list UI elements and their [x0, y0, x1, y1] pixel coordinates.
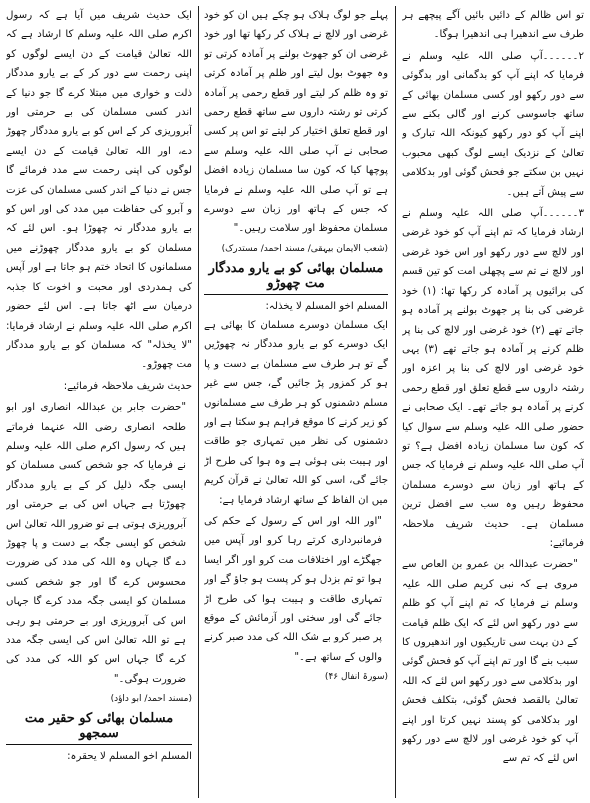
paragraph: ۳۔۔۔۔۔۔آپ صلی اللہ علیہ وسلم نے ارشاد فرمایا کہ تم اپنے آپ کو خود غرضی اور لالچ سے دور رکھو اور اس خود غرضی اور لالچ نے تم سے پچھلی امت کو تین قسم کی برائیوں پر آمادہ کر رکھا تھا: (۱) خود غرضی کی بنا پر جھوٹ بولنے پر آمادہ ہو جاتے تھے (۲) خود غرضی اور لالچ کی بنا پر ظلم کرنے پر آمادہ ہو جاتے تھے (۳) یہی خود غرضی اور لالچ کی بنا پر اعزہ اور رشتہ داروں سے قطع تعلق اور قطع رحمی کرنے پر آمادہ ہو جاتے تھے۔ ایک صحابی نے حضور صلی اللہ علیہ وسلم سے سوال کیا کہ کون سا مسلمان زیادہ افضل ہے؟ تو آپ صلی اللہ علیہ وسلم نے فرمایا کہ جس کے ہاتھ اور زبان سے دوسرے مسلمان محفوظ رہیں وہ سب سے افضل ترین مسلمان ہے۔ حدیث شریف ملاحظہ فرمائیے: — [402, 208, 584, 549]
paragraph: ایک حدیث شریف میں آیا ہے کہ رسول اکرم صلی اللہ علیہ وسلم کا ارشاد ہے کہ اللہ تعالیٰ قیامت کے دن ایسے لوگوں کو اپنی رحمت سے دور کر کے بے یارو مددگار ذلت و خواری میں مبتلا کرے گا جو دنیا کے اندر کسی مسلمان کی بے حرمتی اور آبروریزی کر کے اس کو بے یارو مددگار چھوڑ دے، اور اللہ تعالیٰ قیامت کے دن ایسے لوگوں کی اپنی رحمت سے مدد فرمائے گا جس نے دنیا کے اندر کسی مسلمان کی عزت و آبرو کی حفاظت میں مدد کی اور اس کو بے یارو مددگار نہ چھوڑا ہو۔ اس لئے کہ مسلمان کو بے یارو مددگار چھوڑنے میں مسلمانوں کا اتحاد ختم ہو جاتا ہے اور آپس کی ہمدردی اور محبت و اخوت کا جذبہ درمیان سے اٹھ جاتا ہے۔ اس لئے حضور اکرم صلی اللہ علیہ وسلم نے ارشاد فرمایا: "لا یخذلہ" کہ مسلمان کو بے یارو مددگار مت چھوڑو۔ — [6, 10, 192, 371]
quran-quote: "اور اللہ اور اس کے رسول کے حکم کی فرمانبرداری کرتے رہا کرو اور آپس میں جھگڑے اور اختلافات مت کرو اور اگر ایسا ہوا تو تم بزدل ہو کر پست ہو جاؤ گے اور تمہاری طاقت و ہیبت ہوا کی طرح اڑ جائے گی اور سختی اور آزمائش کے موقع پر صبر کرو بے شک اللہ کی مدد صبر کرنے والوں کے ساتھ ہے۔" — [204, 515, 382, 663]
column-divider — [198, 6, 199, 798]
section-subheading: المسلم اخو المسلم لا یحقرہ: — [67, 751, 192, 763]
hadith-quote: "حضرت عبداللہ بن عمرو بن العاص سے مروی ہے کہ نبی کریم صلی اللہ علیہ وسلم نے فرمایا کہ تم اپنے آپ کو ظلم سے دور رکھو اس لئے کہ ایک ظلم قیامت کے دن بہت سی تاریکیوں اور اندھیروں کا سبب بنے گا اور تم اپنے آپ کو فحش گوئی اور بدکلامی سے دور رکھو اس لئے کہ اللہ تعالیٰ بالقصد فحش گوئی، بتکلف فحش اور بدکلامی کو پسند نہیں کرتا اور اپنے آپ کو خود غرضی اور لالچ سے دور رکھو اس لئے کہ تم سے — [402, 559, 578, 765]
citation: (مسند احمد/ ابو داؤد) — [110, 694, 192, 705]
citation: (شعب الایمان بیہقی/ مسند احمد/ مستدرک) — [221, 243, 388, 254]
column-divider — [395, 6, 396, 798]
column-left — [6, 6, 192, 798]
column-middle — [204, 6, 388, 798]
section-subheading: المسلم اخو المسلم لا یخذلہ: — [265, 300, 388, 312]
paragraph: پہلے جو لوگ ہلاک ہو چکے ہیں ان کو خود غرضی اور لالچ نے ہلاک کر رکھا تھا اور خود غرضی ان کو جھوٹ بولنے پر آمادہ کرتی تو وہ جھوٹ بول لیتے اور ظلم پر آمادہ کرتی تو وہ ظلم کر لیتے اور قطع رحمی پر آمادہ کرتی تو رشتہ داروں سے ساتھ قطع رحمی اور قطع تعلق اختیار کر لیتے تو اس پر کسی صحابی نے آپ صلی اللہ علیہ وسلم سے پوچھا کیا کہ کون سا مسلمان زیادہ افضل ہے تو آپ صلی اللہ علیہ وسلم نے فرمایا کہ جس کے ہاتھ اور زبان سے دوسرے مسلمان محفوظ اور سلامت رہیں۔" — [204, 10, 388, 235]
citation: (سورۃ انفال ۴۶) — [324, 672, 388, 683]
section-heading: مسلمان بھائی کو حقیر مت سمجھو — [6, 711, 192, 745]
paragraph: حدیث شریف ملاحظہ فرمائیے: — [63, 380, 192, 392]
paragraph: ۲۔۔۔۔۔۔آپ صلی اللہ علیہ وسلم نے فرمایا کہ اپنے آپ کو بدگمانی اور بدگوئی سے دور رکھو اور کسی مسلمان بھائی کے ساتھ جاسوسی کرنے اور گالی بکنے سے اپنے آپ کو دور رکھو کیونکہ اللہ تبارک و تعالیٰ کے نزدیک ایسے لوگ کبھی محبوب نہیں بن سکتے جو فحش گوئی اور بدکلامی سے پیش آتے ہیں۔ — [402, 50, 584, 198]
section-heading: مسلمان بھائی کو بے یارو مددگار مت چھوڑو — [204, 261, 388, 295]
paragraph: ایک مسلمان دوسرے مسلمان کا بھائی ہے ایک دوسرے کو بے یارو مددگار نہ چھوڑیں گے تو ہر طرف سے مسلمان بے دست و پا ہو کر کمزور پڑ جائیں گے، جس سے غیر مسلم دشمنوں کو ہر طرف سے مسلمانوں کو زیر کرنے کا موقع فراہم ہو سکتا ہے اور دشمنوں کی نظر میں تمہاری جو طاقت اور ہیبت بنی ہوئی ہے وہ ہوا کی طرح اڑ جائے گی، اسی کو اللہ تعالیٰ نے قرآن کریم میں ان الفاظ کے ساتھ ارشاد فرمایا ہے: — [204, 319, 388, 506]
paragraph: تو اس ظالم کے دائیں بائیں آگے پیچھے ہر طرف سے اندھیرا ہی اندھیرا ہوگا۔ — [402, 10, 584, 41]
hadith-quote: "حضرت جابر بن عبداللہ انصاری اور ابو طلحہ انصاری رضی اللہ عنہما فرماتے ہیں کہ رسول اکرم صلی اللہ علیہ وسلم نے فرمایا کہ جو شخص کسی مسلمان کو ایسی جگہ ذلیل کر کے بے یارو مددگار چھوڑتا ہے جہاں اس کی بے حرمتی اور آبروریزی ہوتی ہے تو ضرور اللہ تعالیٰ اس شخص کو ایسی جگہ بے دست و پا چھوڑ دے گا جہاں وہ اللہ کی مدد کی ضرورت محسوس کرے گا اور جو شخص کسی مسلمان کو ایسی جگہ مدد کرے گا جہاں اس کی آبروریزی اور بے حرمتی ہو رہی ہے تو اللہ تعالیٰ اس کی ایسی جگہ مدد کرے گا جہاں اس کو اللہ کی مدد کی ضرورت ہوگی۔" — [6, 402, 186, 685]
column-right — [402, 6, 584, 798]
